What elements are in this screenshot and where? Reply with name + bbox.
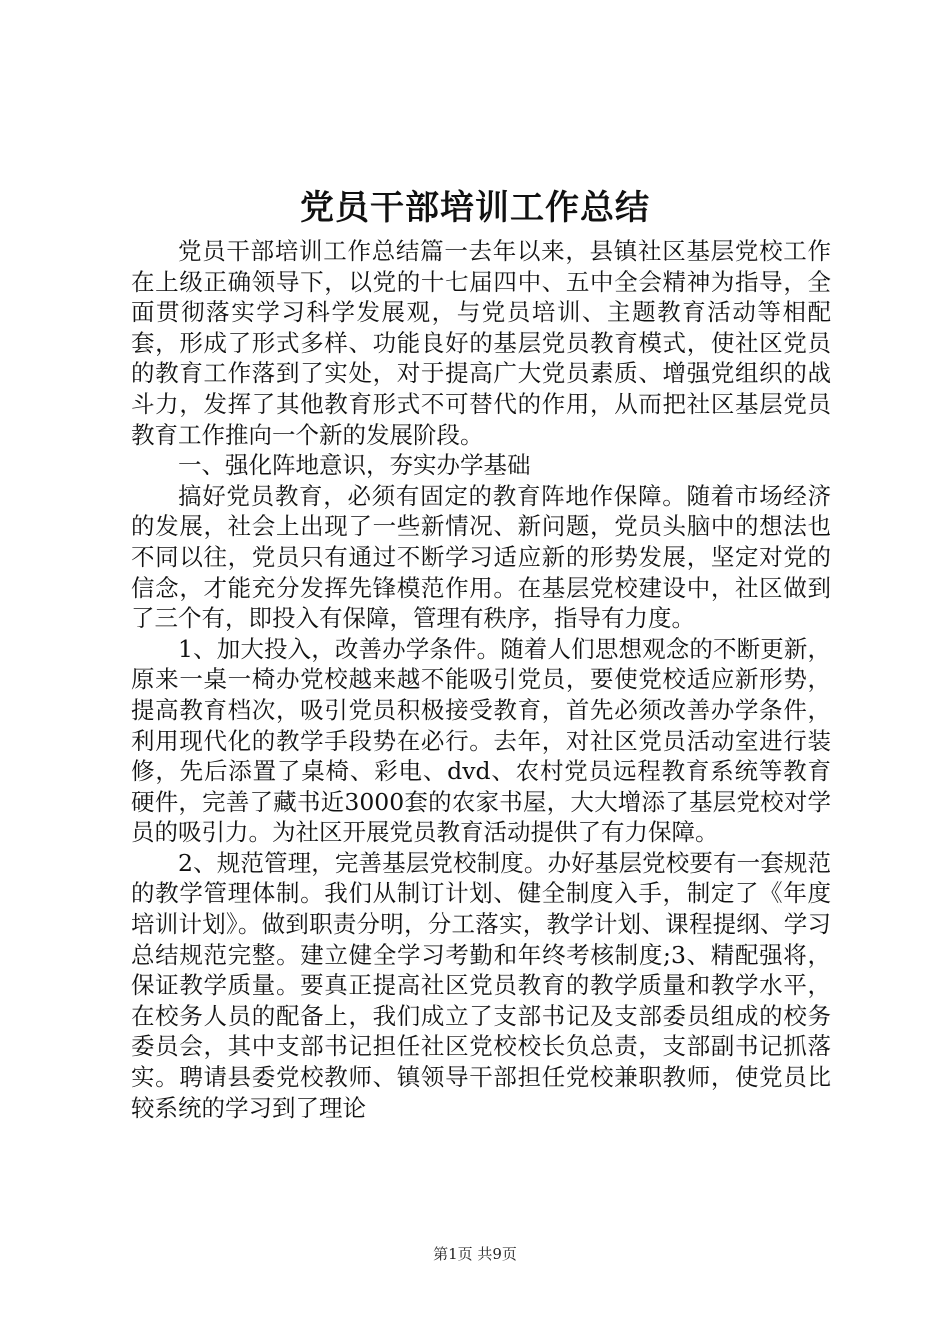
page-footer: 第1页 共9页 [433,1245,517,1263]
document-body [131,236,831,1123]
document-title: 党员干部培训工作总结 [300,188,650,228]
paragraph-item-2: 2、规范管理，完善基层党校制度。办好基层党校要有一套规范的教学管理体制。我们从制订计划、健全制度入手，制定了《年度培训计划》。做到职责分明，分工落实，教学计划、课程提纲、学习总结规范完整。建立健全学习考勤和年终考核制度;3、精配强将，保证教学质量。要真正提高社区党员教育的教学质量和教学水平，在校务人员的配备上，我们成立了支部书记及支部委员组成的校务委员会，其中支部书记担任社区党校校长负总责，支部副书记抓落实。聘请县委党校教师、镇领导干部担任党校兼职教师，使党员比较系统的学习到了理论 [131,848,831,1122]
paragraph-item-1: 1、加大投入，改善办学条件。随着人们思想观念的不断更新，原来一桌一椅办党校越来越不能吸引党员，要使党校适应新形势，提高教育档次，吸引党员积极接受教育，首先必须改善办学条件，利用现代化的教学手段势在必行。去年，对社区党员活动室进行装修，先后添置了桌椅、彩电、dvd、农村党员远程教育系统等教育硬件，完善了藏书近3000套的农家书屋，大大增添了基层党校对学员的吸引力。为社区开展党员教育活动提供了有力保障。 [131,634,831,847]
paragraph-section-1: 搞好党员教育，必须有固定的教育阵地作保障。随着市场经济的发展，社会上出现了一些新情况、新问题，党员头脑中的想法也不同以往，党员只有通过不断学习适应新的形势发展，坚定对党的信念，才能充分发挥先锋模范作用。在基层党校建设中，社区做到了三个有，即投入有保障，管理有秩序，指导有力度。 [131,481,831,633]
section-heading-1: 一、强化阵地意识，夯实办学基础 [178,451,531,480]
paragraph-intro: 党员干部培训工作总结篇一去年以来，县镇社区基层党校工作在上级正确领导下，以党的十七届四中、五中全会精神为指导，全面贯彻落实学习科学发展观，与党员培训、主题教育活动等相配套，形成了形式多样、功能良好的基层党员教育模式，使社区党员的教育工作落到了实处，对于提高广大党员素质、增强党组织的战斗力，发挥了其他教育形式不可替代的作用，从而把社区基层党员教育工作推向一个新的发展阶段。 [131,237,831,449]
